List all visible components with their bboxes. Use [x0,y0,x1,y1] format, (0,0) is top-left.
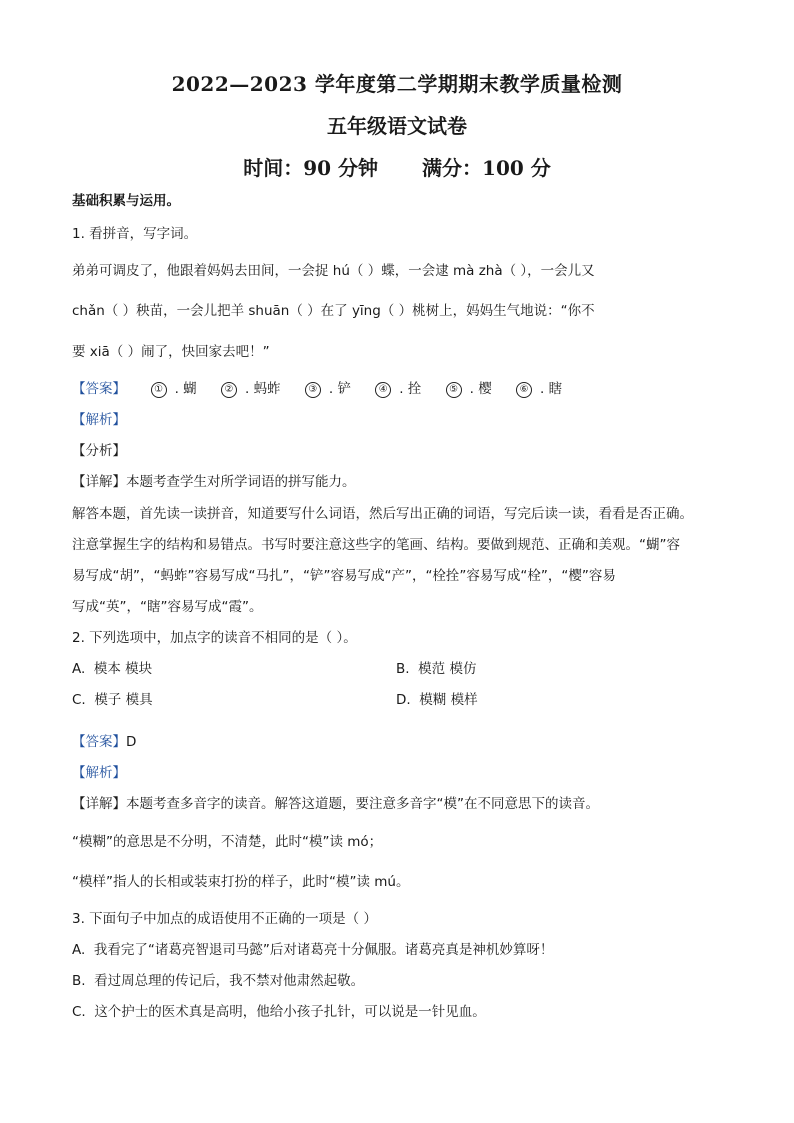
q1-line-1: 弟弟可调皮了，他跟着妈妈去田间，一会捉 hú（ ）蝶，一会逮 mà zhà（ ），一会儿又 [72,263,595,279]
detail-text: 本题考查多音字的读音。解答这道题，要注意多音字“模”在不同意思下的读音。 [126,796,599,812]
detail-tag: 【详解】 [72,796,126,812]
answer-number: ① [151,382,167,398]
exam-title: 2022—2023 学年度第二学期期末教学质量检测 [171,72,623,96]
q1-para-3: 易写成“胡”，“蚂蚱”容易写成“马扎”，“铲”容易写成“产”，“栓拴”容易写成“栓”，“樱”容易 [72,568,616,584]
answer-number: ③ [305,382,321,398]
q1-fenxi-tag: 【分析】 [72,443,126,459]
exam-meta [0,152,794,181]
q1-para-4: 写成“英”，“瞎”容易写成“霞”。 [72,599,263,615]
q2-line-b: “模样”指人的长相或装束打扮的样子，此时“模”读 mú。 [72,874,410,890]
detail-text: 本题考查学生对所学词语的拼写能力。 [126,474,356,490]
q3-option-c: C. 这个护士的医术真是高明，他给小孩子扎针，可以说是一针见血。 [72,1004,486,1020]
q2-answer-row [72,733,136,751]
q1-para-2: 注意掌握生字的结构和易错点。书写时要注意这些字的笔画、结构。要做到规范、正确和美观。“蝴”容 [72,537,680,553]
q3-option-b: B. 看过周总理的传记后，我不禁对他肃然起敬。 [72,973,365,989]
answer-number: ⑤ [446,382,462,398]
q2-option-b: B. 模范 模仿 [396,661,477,677]
answer-tag: 【答案】 [72,734,126,750]
answer-item: ③ . 铲 [305,380,351,398]
q1-line-2: chǎn（ ）秧苗，一会儿把羊 shuān（ ）在了 yīng（ ）桃树上，妈妈生气地说：“你不 [72,303,595,319]
answer-item: ⑤ . 樱 [446,380,492,398]
q2-analysis-tag: 【解析】 [72,765,126,781]
q2-option-c: C. 模子 模具 [72,692,153,708]
q2-detail [72,795,599,813]
q2-line-a: “模糊”的意思是不分明，不清楚，此时“模”读 mó； [72,834,383,850]
section-heading: 基础积累与运用。 [72,193,180,209]
q3-option-a: A. 我看完了“诸葛亮智退司马懿”后对诸葛亮十分佩服。诸葛亮真是神机妙算呀！ [72,942,554,958]
q1-answer-row [72,380,582,398]
answer-number: ② [221,382,237,398]
exam-subtitle: 五年级语文试卷 [327,114,467,138]
q1-para-1: 解答本题，首先读一读拼音，知道要写什么词语，然后写出正确的词语，写完后读一读，看看是否正确。 [72,506,693,522]
q2-option-d: D. 模糊 模样 [396,692,478,708]
answer-tag: 【答案】 [72,381,126,397]
answer-number: ⑥ [516,382,532,398]
answer-item: ⑥ . 瞎 [516,380,562,398]
exam-score: 满分：100 分 [422,156,551,180]
answer-number: ④ [375,382,391,398]
answer-value: D [126,734,137,750]
q1-stem: 1. 看拼音，写字词。 [72,226,198,242]
q2-stem: 2. 下列选项中，加点字的读音不相同的是（ ）。 [72,630,357,646]
q3-stem: 3. 下面句子中加点的成语使用不正确的一项是（ ） [72,911,377,927]
q2-option-a: A. 模本 模块 [72,661,153,677]
exam-time: 时间：90 分钟 [243,156,379,180]
q1-line-3: 要 xiā（ ）闹了，快回家去吧！” [72,344,270,360]
q1-detail [72,473,356,491]
answer-item: ② . 蚂蚱 [221,380,281,398]
answer-item: ④ . 拴 [375,380,421,398]
detail-tag: 【详解】 [72,474,126,490]
answer-item: ① . 蝴 [151,380,197,398]
q1-analysis-tag: 【解析】 [72,412,126,428]
